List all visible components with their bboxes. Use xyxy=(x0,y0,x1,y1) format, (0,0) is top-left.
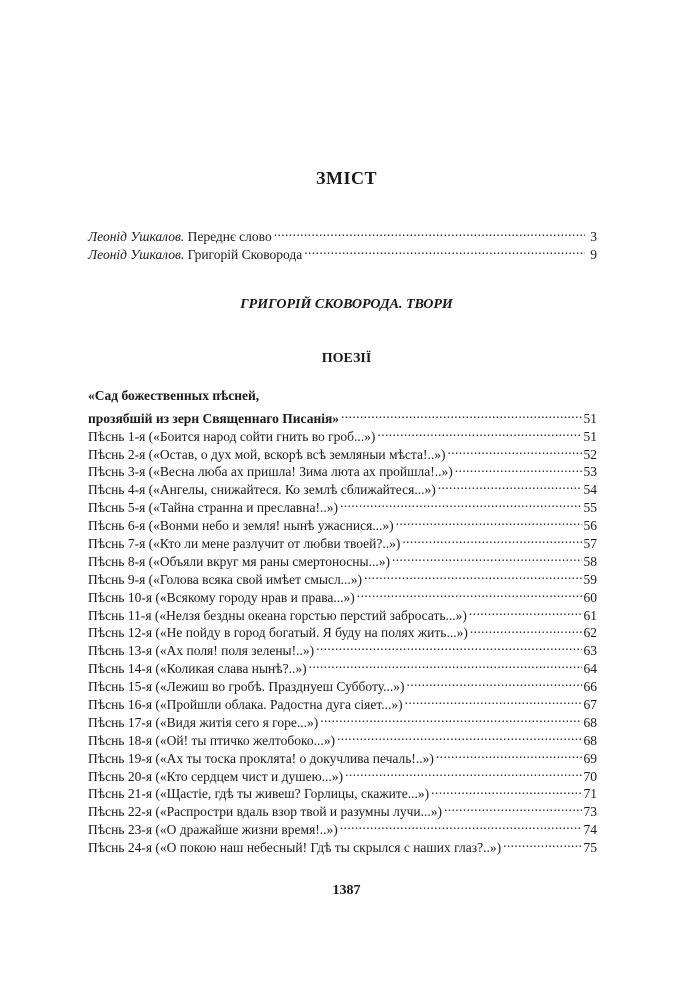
toc-title: Пѣснь 21-я («Щастіе, гдѣ ты живеш? Горлицы, скажите...») xyxy=(88,786,430,802)
leader-dots xyxy=(320,709,581,727)
toc-page: 57 xyxy=(583,536,597,552)
toc-page: 53 xyxy=(583,464,597,480)
toc-title: Пѣснь 12-я («Не пойду в город богатый. Я буду на полях жить...») xyxy=(88,625,468,641)
toc-title: Пѣснь 17-я («Видя житія сего я горе...») xyxy=(88,714,319,730)
toc-page: 3 xyxy=(590,228,597,244)
poetry-toc xyxy=(88,387,597,856)
toc-page: 51 xyxy=(583,428,597,444)
toc-title: Пѣснь 2-я («Остав, о дух мой, вскорѣ всѣ земляныи мѣста!..») xyxy=(88,446,446,462)
poetry-heading: ПОЕЗІЇ xyxy=(321,351,372,366)
leader-dots xyxy=(431,781,581,799)
toc-title: Переднє слово xyxy=(184,228,272,244)
leader-dots xyxy=(340,494,582,512)
leader-dots xyxy=(396,512,582,530)
works-heading: ГРИГОРІЙ СКОВОРОДА. ТВОРИ xyxy=(240,297,453,312)
toc-page: 70 xyxy=(583,768,597,784)
toc-title: Пѣснь 1-я («Боится народ сойти гнить во гроб...») xyxy=(88,428,376,444)
leader-dots xyxy=(436,745,582,763)
song-list xyxy=(88,423,597,856)
leader-dots xyxy=(337,727,582,745)
toc-title: Пѣснь 6-я («Вонми небо и земля! нынѣ ужаснися...») xyxy=(88,518,394,534)
toc-page: 55 xyxy=(583,500,597,516)
collection-title-line1: «Сад божественных пѣсней, xyxy=(88,388,260,403)
toc-row-preface xyxy=(88,223,597,244)
toc-page: 61 xyxy=(583,607,597,623)
toc-page: 58 xyxy=(583,553,597,569)
toc-title: Григорій Сковорода xyxy=(184,246,303,262)
toc-page: 60 xyxy=(583,589,597,605)
toc-page: 62 xyxy=(583,625,597,641)
leader-dots xyxy=(364,566,581,584)
toc-title: Пѣснь 4-я («Ангелы, снижайтеся. Ко землѣ сближайтеся...») xyxy=(88,482,436,498)
toc-title: Пѣснь 14-я («Коликая слава нынѣ?..») xyxy=(88,661,307,677)
toc-page: 68 xyxy=(583,732,597,748)
toc-page: 56 xyxy=(583,518,597,534)
toc-title: Пѣснь 11-я («Нелзя бездны океана горстью перстий забросать...») xyxy=(88,607,467,623)
toc-page: 67 xyxy=(583,697,597,713)
collection-title-line2: прозябшій из зерн Священнаго Писанія» xyxy=(88,410,340,426)
leader-dots xyxy=(402,530,581,548)
leader-dots xyxy=(341,405,581,423)
leader-dots xyxy=(316,637,581,655)
leader-dots xyxy=(274,223,585,241)
toc-title: Пѣснь 18-я («Ой! ты птичко желтобоко...») xyxy=(88,732,335,748)
toc-page: 64 xyxy=(583,661,597,677)
toc-page: 63 xyxy=(583,643,597,659)
toc-title: Пѣснь 7-я («Кто ли мене разлучит от любви твоей?..») xyxy=(88,536,401,552)
toc-page: 51 xyxy=(583,410,597,426)
leader-dots xyxy=(309,655,582,673)
toc-title: Пѣснь 20-я («Кто сердцем чист и душею...») xyxy=(88,768,344,784)
leader-dots xyxy=(340,816,582,834)
collection-title-row xyxy=(88,405,597,426)
toc-page: 9 xyxy=(590,246,597,262)
leader-dots xyxy=(444,798,582,816)
toc-title: Пѣснь 9-я («Голова всяка свой имѣет смысл...») xyxy=(88,571,363,587)
leader-dots xyxy=(345,763,581,781)
leader-dots xyxy=(304,241,585,259)
leader-dots xyxy=(470,620,582,638)
toc-title: Пѣснь 16-я («Пройшли облака. Радостна дуга сіяет...») xyxy=(88,697,403,713)
toc-page: 74 xyxy=(583,822,597,838)
toc-title: Пѣснь 8-я («Объяли вкруг мя раны смертоносны...») xyxy=(88,553,390,569)
toc-page: 52 xyxy=(583,446,597,462)
toc-title: Пѣснь 13-я («Ах поля! поля зелены!..») xyxy=(88,643,315,659)
toc-author: Леонід Ушкалов. xyxy=(88,246,185,262)
toc-title: Пѣснь 3-я («Весна люба ах пришла! Зима люта ах пройшла!..») xyxy=(88,464,453,480)
leader-dots xyxy=(357,584,582,602)
toc-page: 59 xyxy=(583,571,597,587)
leader-dots xyxy=(405,691,582,709)
toc-page: 54 xyxy=(583,482,597,498)
toc-title: Пѣснь 23-я («О дражайше жизни время!..») xyxy=(88,822,338,838)
leader-dots xyxy=(438,476,582,494)
toc-title: Пѣснь 15-я («Лежиш во гробѣ. Празднуеш Субботу...») xyxy=(88,679,405,695)
leader-dots xyxy=(406,673,581,691)
toc-title: Пѣснь 5-я («Тайна странна и преславна!..») xyxy=(88,500,338,516)
leader-dots xyxy=(469,602,582,620)
leader-dots xyxy=(455,459,582,477)
toc-title: Пѣснь 24-я («О покою наш небесный! Гдѣ ты скрылся с наших глаз?..») xyxy=(88,840,502,856)
toc-title: Пѣснь 19-я («Ах ты тоска проклята! о докучлива печаль!..») xyxy=(88,750,434,766)
toc-author: Леонід Ушкалов. xyxy=(88,228,185,244)
toc-page: 73 xyxy=(583,804,597,820)
toc-page: 69 xyxy=(583,750,597,766)
toc-page: 75 xyxy=(583,840,597,856)
toc-page: 68 xyxy=(583,714,597,730)
intro-toc xyxy=(88,223,597,262)
toc-page: 71 xyxy=(583,786,597,802)
toc-title: Пѣснь 10-я («Всякому городу нрав и права...») xyxy=(88,589,355,605)
leader-dots xyxy=(392,548,582,566)
leader-dots xyxy=(377,423,581,441)
page-title: ЗМІСТ xyxy=(316,168,377,188)
toc-page: 66 xyxy=(583,679,597,695)
leader-dots xyxy=(447,441,581,459)
page-number: 1387 xyxy=(332,883,361,898)
leader-dots xyxy=(503,834,581,852)
toc-title: Пѣснь 22-я («Распростри вдаль взор твой и разумны лучи...») xyxy=(88,804,442,820)
